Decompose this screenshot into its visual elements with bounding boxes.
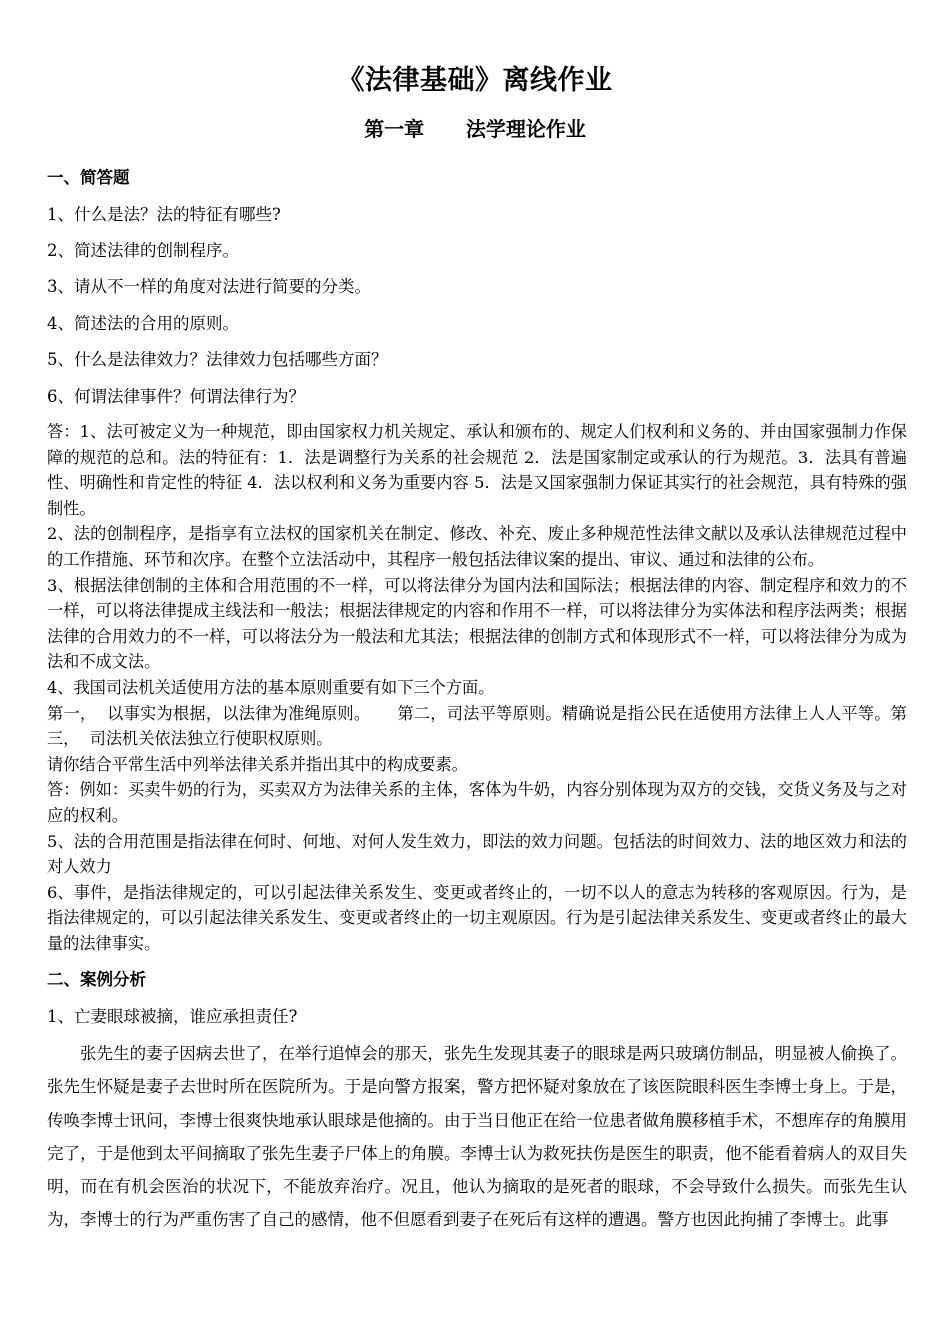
answer-paragraph: 3、根据法律创制的主体和合用范围的不一样，可以将法律分为国内法和国际法；根据法律的内容、制定程序和效力的不一样，可以将法律提成主线法和一般法；根据法律规定的内容和作用不一样，可以将法律分为实体法和程序法两类；根据法律的合用效力的不一样，可以将法分为一般法和尤其法；根据法律的创制方式和体现形式不一样，可以将法律分为成为法和不成文法。 bbox=[47, 575, 907, 672]
question-2: 2、简述法律的创制程序。 bbox=[47, 241, 239, 260]
answer-paragraph: 4、我国司法机关适使用方法的基本原则重要有如下三个方面。 bbox=[47, 677, 495, 697]
answer-paragraph: 5、法的合用范围是指法律在何时、何地、对何人发生效力，即法的效力问题。包括法的时间效力、法的地区效力和法的对人效力 bbox=[47, 831, 907, 877]
question-5: 5、什么是法律效力？法律效力包括哪些方面？ bbox=[47, 350, 388, 369]
case-text: 张先生的妻子因病去世了，在举行追悼会的那天，张先生发现其妻子的眼球是两只玻璃仿制品，明显被人偷换了。张先生怀疑是妻子去世时所在医院所为。于是向警方报案，警方把怀疑对象放在了该医院眼科医生李博士身上。于是，传唤李博士讯问，李博士很爽快地承认眼球是他摘的。由于当日他正在给一位患者做角膜移植手术，不想库存的角膜用完了，于是他到太平间摘取了张先生妻子尸体上的角膜。李博士认为救死扶伤是医生的职责，他不能看着病人的双目失明，而在有机会医治的状况下，不能放弃治疗。况且，他认为摘取的是死者的眼球，不会导致什么损失。而张先生认为，李博士的行为严重伤害了自己的感情，他不但愿看到妻子在死后有这样的遭遇。警方也因此拘捕了李博士。此事 bbox=[47, 1044, 907, 1230]
question-6: 6、何谓法律事件？何谓法律行为？ bbox=[47, 387, 305, 406]
chapter-heading: 第一章 法学理论作业 bbox=[364, 117, 586, 141]
answer-paragraph: 请你结合平常生活中列举法律关系并指出其中的构成要素。 bbox=[47, 754, 468, 774]
question-3: 3、请从不一样的角度对法进行简要的分类。 bbox=[47, 277, 371, 296]
section-heading-short-answer: 一、简答题 bbox=[47, 168, 130, 187]
answer-paragraph: 答：例如：买卖牛奶的行为，买卖双方为法律关系的主体，客体为牛奶，内容分别体现为双方的交钱，交货义务及与之对应的权利。 bbox=[47, 780, 907, 825]
answer-paragraph: 2、法的创制程序，是指享有立法权的国家机关在制定、修改、补充、废止多种规范性法律文献以及承认法律规范过程中的工作措施、环节和次序。在整个立法活动中，其程序一般包括法律议案的提出、审议、通过和法律的公布。 bbox=[47, 524, 907, 569]
question-4: 4、简述法的合用的原则。 bbox=[47, 314, 239, 333]
answers-block bbox=[47, 419, 907, 956]
section-heading-case-analysis: 二、案例分析 bbox=[47, 970, 146, 989]
answer-paragraph: 6、事件，是指法律规定的，可以引起法律关系发生、变更或者终止的，一切不以人的意志为转移的客观原因。行为，是指法律规定的，可以引起法律关系发生、变更或者终止的一切主观原因。行为是引起法律关系发生、变更或者终止的最大量的法律事实。 bbox=[47, 882, 907, 953]
question-1: 1、什么是法？法的特征有哪些? bbox=[47, 205, 281, 224]
answer-paragraph: 第一， 以事实为根据，以法律为准绳原则。 第二，司法平等原则。精确说是指公民在适使用方法律上人人平等。第三， 司法机关依法独立行使职权原则。 bbox=[47, 703, 907, 749]
case-title: 1、亡妻眼球被摘，谁应承担责任? bbox=[47, 1007, 298, 1026]
answer-paragraph: 答：1、法可被定义为一种规范，即由国家权力机关规定、承认和颁布的、规定人们权利和义务的、并由国家强制力作保障的规范的总和。法的特征有：1．法是调整行为关系的社会规范 2．法是国家制定或承认的行为规范。3．法具有普遍性、明确性和肯定性的特征 4．法以权利和义务为重要内容 5．法是又国家强制力保证其实行的社会规范，具有特殊的强制性。 bbox=[47, 422, 907, 518]
document-title: 《法律基础》离线作业 bbox=[337, 65, 613, 96]
